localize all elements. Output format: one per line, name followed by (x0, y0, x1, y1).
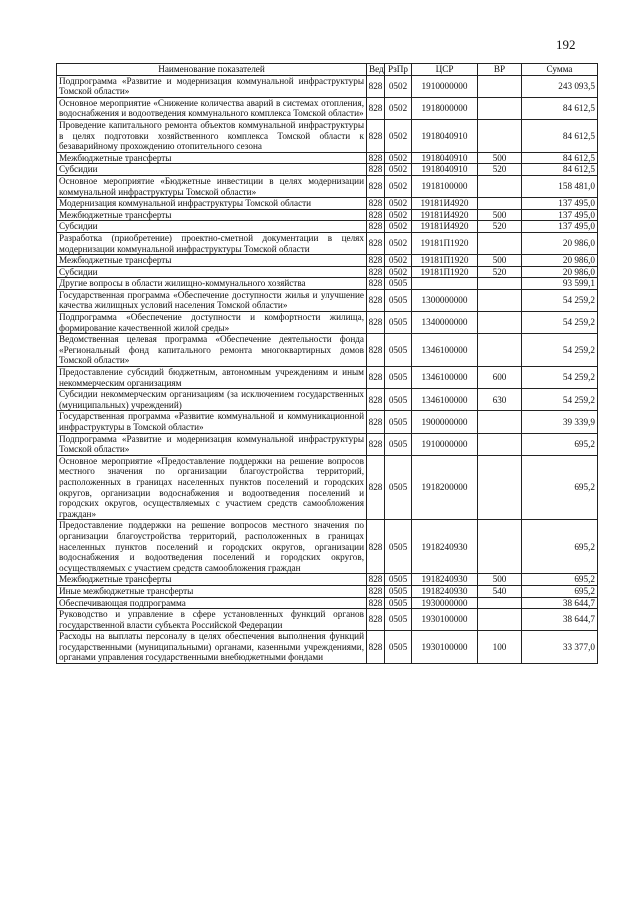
header-ved: Вед (367, 64, 385, 76)
row-vr-cell: 500 (478, 255, 522, 267)
row-vr-cell (478, 520, 522, 574)
table-row (57, 152, 598, 164)
row-vr-cell (478, 278, 522, 290)
row-vr-cell (478, 289, 522, 311)
row-name-cell: Подпрограмма «Развитие и модернизация коммунальной инфраструктуры Томской области» (57, 75, 367, 97)
row-name-cell: Расходы на выплаты персоналу в целях обеспечения выполнения функций государственными (муниципальными) органами, казенными учреждениями, органами управления государственными внебюджетными фондами (57, 631, 367, 664)
row-name-cell: Основное мероприятие «Бюджетные инвестиции в целях модернизации коммунальной инфраструктуры Томской области» (57, 175, 367, 197)
row-ved-cell: 828 (367, 75, 385, 97)
header-vr: ВР (478, 64, 522, 76)
row-vr-cell (478, 312, 522, 334)
row-csr-cell: 19181П1920 (412, 232, 478, 254)
row-name-cell: Субсидии (57, 266, 367, 278)
row-ved-cell: 828 (367, 520, 385, 574)
table-row (57, 411, 598, 433)
row-name-cell: Государственная программа «Обеспечение доступности жилья и улучшение качества жилищных условий населения Томской области» (57, 289, 367, 311)
row-name-cell: Субсидии (57, 221, 367, 233)
row-vr-cell (478, 97, 522, 119)
table-body (57, 75, 598, 663)
row-ved-cell: 828 (367, 221, 385, 233)
row-rzpr-cell: 0502 (385, 164, 412, 176)
row-ved-cell: 828 (367, 389, 385, 411)
row-ved-cell: 828 (367, 119, 385, 152)
row-name-cell: Руководство и управление в сфере установленных функций органов государственной власти субъекта Российской Федерации (57, 609, 367, 631)
header-name: Наименование показателей (57, 64, 367, 76)
row-ved-cell: 828 (367, 597, 385, 609)
row-rzpr-cell: 0505 (385, 585, 412, 597)
row-csr-cell: 1930100000 (412, 631, 478, 664)
table-row (57, 631, 598, 664)
table-row (57, 520, 598, 574)
row-name-cell: Основное мероприятие «Предоставление поддержки на решение вопросов местного значения по организации благоустройства территорий, расположенных в границах населенных пунктов поселений и городских округов, организации водоснабжения и водоотведения поселений и городских округов, осуществляемых с участием средств самообложения граждан» (57, 455, 367, 520)
row-csr-cell: 19181П1920 (412, 255, 478, 267)
table-row (57, 574, 598, 586)
row-ved-cell: 828 (367, 175, 385, 197)
row-vr-cell (478, 609, 522, 631)
row-name-cell: Основное мероприятие «Снижение количества аварий в системах отопления, водоснабжения и водоотведения коммунального комплекса Томской области» (57, 97, 367, 119)
row-ved-cell: 828 (367, 411, 385, 433)
row-csr-cell: 1918240930 (412, 585, 478, 597)
row-name-cell: Субсидии некоммерческим организациям (за исключением государственных (муниципальных) учреждений) (57, 389, 367, 411)
row-sum-cell: 33 377,0 (522, 631, 598, 664)
page-number: 192 (556, 37, 576, 52)
row-vr-cell (478, 198, 522, 210)
row-sum-cell: 137 495,0 (522, 209, 598, 221)
row-rzpr-cell: 0502 (385, 75, 412, 97)
row-rzpr-cell: 0502 (385, 175, 412, 197)
row-csr-cell: 1918040910 (412, 152, 478, 164)
row-csr-cell: 1918040910 (412, 119, 478, 152)
row-sum-cell: 93 599,1 (522, 278, 598, 290)
row-csr-cell: 19181И4920 (412, 209, 478, 221)
row-ved-cell: 828 (367, 266, 385, 278)
row-csr-cell (412, 278, 478, 290)
budget-table (56, 63, 598, 664)
row-sum-cell: 695,2 (522, 433, 598, 455)
row-csr-cell: 1930000000 (412, 597, 478, 609)
row-sum-cell: 695,2 (522, 574, 598, 586)
table-row (57, 455, 598, 520)
row-rzpr-cell: 0505 (385, 334, 412, 367)
row-vr-cell (478, 433, 522, 455)
row-rzpr-cell: 0505 (385, 631, 412, 664)
row-vr-cell (478, 119, 522, 152)
row-vr-cell: 100 (478, 631, 522, 664)
row-vr-cell (478, 597, 522, 609)
row-rzpr-cell: 0505 (385, 609, 412, 631)
row-rzpr-cell: 0502 (385, 266, 412, 278)
row-csr-cell: 1346100000 (412, 389, 478, 411)
row-name-cell: Межбюджетные трансферты (57, 574, 367, 586)
row-csr-cell: 1918100000 (412, 175, 478, 197)
row-vr-cell: 500 (478, 209, 522, 221)
row-sum-cell: 695,2 (522, 585, 598, 597)
row-sum-cell: 39 339,9 (522, 411, 598, 433)
row-name-cell: Предоставление субсидий бюджетным, автономным учреждениям и иным некоммерческим организациям (57, 367, 367, 389)
table-row (57, 334, 598, 367)
table-row (57, 609, 598, 631)
row-vr-cell: 520 (478, 266, 522, 278)
row-sum-cell: 137 495,0 (522, 198, 598, 210)
row-vr-cell: 630 (478, 389, 522, 411)
row-ved-cell: 828 (367, 585, 385, 597)
row-vr-cell: 500 (478, 152, 522, 164)
table-row (57, 175, 598, 197)
row-rzpr-cell: 0502 (385, 119, 412, 152)
row-name-cell: Ведомственная целевая программа «Обеспечение деятельности фонда «Региональный фонд капитального ремонта многоквартирных домов Томской области» (57, 334, 367, 367)
row-sum-cell: 20 986,0 (522, 266, 598, 278)
row-vr-cell (478, 175, 522, 197)
row-vr-cell (478, 232, 522, 254)
row-csr-cell: 1918200000 (412, 455, 478, 520)
row-rzpr-cell: 0505 (385, 312, 412, 334)
row-csr-cell: 1910000000 (412, 433, 478, 455)
row-ved-cell: 828 (367, 209, 385, 221)
table-row (57, 433, 598, 455)
row-rzpr-cell: 0505 (385, 289, 412, 311)
table-row (57, 75, 598, 97)
header-rzpr: РзПр (385, 64, 412, 76)
row-rzpr-cell: 0505 (385, 367, 412, 389)
row-sum-cell: 84 612,5 (522, 164, 598, 176)
row-name-cell: Обеспечивающая подпрограмма (57, 597, 367, 609)
row-rzpr-cell: 0502 (385, 232, 412, 254)
row-csr-cell: 1918240930 (412, 520, 478, 574)
table-row (57, 164, 598, 176)
row-rzpr-cell: 0505 (385, 597, 412, 609)
table-row (57, 278, 598, 290)
row-sum-cell: 84 612,5 (522, 97, 598, 119)
row-csr-cell: 19181И4920 (412, 198, 478, 210)
row-name-cell: Разработка (приобретение) проектно-сметной документации в целях модернизации коммунальной инфраструктуры Томской области (57, 232, 367, 254)
row-csr-cell: 1346100000 (412, 334, 478, 367)
table-row (57, 289, 598, 311)
row-rzpr-cell: 0505 (385, 411, 412, 433)
row-name-cell: Межбюджетные трансферты (57, 152, 367, 164)
row-rzpr-cell: 0505 (385, 574, 412, 586)
row-rzpr-cell: 0502 (385, 198, 412, 210)
table-row (57, 367, 598, 389)
row-sum-cell: 137 495,0 (522, 221, 598, 233)
row-name-cell: Государственная программа «Развитие коммунальной и коммуникационной инфраструктуры в Томской области» (57, 411, 367, 433)
row-name-cell: Межбюджетные трансферты (57, 209, 367, 221)
row-vr-cell (478, 411, 522, 433)
table-row (57, 312, 598, 334)
row-name-cell: Предоставление поддержки на решение вопросов местного значения по организации благоустройства территорий, расположенных в границах населенных пунктов поселений и городских округов, организации водоснабжения и водоотведения поселений и городских округов, осуществляемых с участием средств самообложения граждан (57, 520, 367, 574)
table-row (57, 597, 598, 609)
row-ved-cell: 828 (367, 232, 385, 254)
row-vr-cell: 500 (478, 574, 522, 586)
row-vr-cell: 540 (478, 585, 522, 597)
row-sum-cell: 84 612,5 (522, 119, 598, 152)
row-name-cell: Подпрограмма «Развитие и модернизация коммунальной инфраструктуры Томской области» (57, 433, 367, 455)
row-sum-cell: 54 259,2 (522, 389, 598, 411)
row-sum-cell: 20 986,0 (522, 232, 598, 254)
row-name-cell: Другие вопросы в области жилищно-коммунального хозяйства (57, 278, 367, 290)
row-name-cell: Проведение капитального ремонта объектов коммунальной инфраструктуры в целях подготовки хозяйственного комплекса Томской области к безаварийному прохождению отопительного сезона (57, 119, 367, 152)
table-row (57, 266, 598, 278)
row-csr-cell: 1900000000 (412, 411, 478, 433)
row-rzpr-cell: 0505 (385, 433, 412, 455)
row-rzpr-cell: 0505 (385, 389, 412, 411)
row-csr-cell: 1346100000 (412, 367, 478, 389)
row-csr-cell: 19181И4920 (412, 221, 478, 233)
row-csr-cell: 19181П1920 (412, 266, 478, 278)
row-vr-cell (478, 75, 522, 97)
row-ved-cell: 828 (367, 289, 385, 311)
table-row (57, 221, 598, 233)
row-sum-cell: 38 644,7 (522, 597, 598, 609)
row-vr-cell (478, 334, 522, 367)
row-ved-cell: 828 (367, 367, 385, 389)
row-sum-cell: 54 259,2 (522, 334, 598, 367)
table-row (57, 209, 598, 221)
row-ved-cell: 828 (367, 97, 385, 119)
row-ved-cell: 828 (367, 255, 385, 267)
row-csr-cell: 1300000000 (412, 289, 478, 311)
row-rzpr-cell: 0502 (385, 221, 412, 233)
row-sum-cell: 54 259,2 (522, 289, 598, 311)
row-csr-cell: 1930100000 (412, 609, 478, 631)
row-vr-cell: 600 (478, 367, 522, 389)
row-name-cell: Иные межбюджетные трансферты (57, 585, 367, 597)
row-ved-cell: 828 (367, 334, 385, 367)
row-sum-cell: 695,2 (522, 520, 598, 574)
table-row (57, 585, 598, 597)
row-ved-cell: 828 (367, 433, 385, 455)
row-ved-cell: 828 (367, 455, 385, 520)
row-sum-cell: 54 259,2 (522, 312, 598, 334)
row-rzpr-cell: 0502 (385, 255, 412, 267)
row-vr-cell: 520 (478, 221, 522, 233)
row-ved-cell: 828 (367, 152, 385, 164)
row-rzpr-cell: 0502 (385, 209, 412, 221)
row-csr-cell: 1918000000 (412, 97, 478, 119)
row-ved-cell: 828 (367, 631, 385, 664)
row-name-cell: Подпрограмма «Обеспечение доступности и комфортности жилища, формирование качественной жилой среды» (57, 312, 367, 334)
row-sum-cell: 54 259,2 (522, 367, 598, 389)
row-csr-cell: 1910000000 (412, 75, 478, 97)
row-rzpr-cell: 0502 (385, 97, 412, 119)
row-name-cell: Межбюджетные трансферты (57, 255, 367, 267)
table-row (57, 198, 598, 210)
row-csr-cell: 1340000000 (412, 312, 478, 334)
row-vr-cell (478, 455, 522, 520)
row-vr-cell: 520 (478, 164, 522, 176)
row-name-cell: Модернизация коммунальной инфраструктуры Томской области (57, 198, 367, 210)
row-ved-cell: 828 (367, 312, 385, 334)
row-ved-cell: 828 (367, 609, 385, 631)
table-header-row (57, 64, 598, 76)
row-rzpr-cell: 0505 (385, 278, 412, 290)
row-rzpr-cell: 0502 (385, 152, 412, 164)
header-sum: Сумма (522, 64, 598, 76)
table-row (57, 255, 598, 267)
row-name-cell: Субсидии (57, 164, 367, 176)
row-sum-cell: 84 612,5 (522, 152, 598, 164)
table-row (57, 389, 598, 411)
row-ved-cell: 828 (367, 278, 385, 290)
row-sum-cell: 20 986,0 (522, 255, 598, 267)
header-csr: ЦСР (412, 64, 478, 76)
row-ved-cell: 828 (367, 164, 385, 176)
table-row (57, 232, 598, 254)
row-sum-cell: 243 093,5 (522, 75, 598, 97)
row-csr-cell: 1918040910 (412, 164, 478, 176)
table-row (57, 119, 598, 152)
row-rzpr-cell: 0505 (385, 520, 412, 574)
row-rzpr-cell: 0505 (385, 455, 412, 520)
table-row (57, 97, 598, 119)
row-ved-cell: 828 (367, 574, 385, 586)
row-sum-cell: 695,2 (522, 455, 598, 520)
row-sum-cell: 38 644,7 (522, 609, 598, 631)
row-ved-cell: 828 (367, 198, 385, 210)
row-csr-cell: 1918240930 (412, 574, 478, 586)
row-sum-cell: 158 481,0 (522, 175, 598, 197)
